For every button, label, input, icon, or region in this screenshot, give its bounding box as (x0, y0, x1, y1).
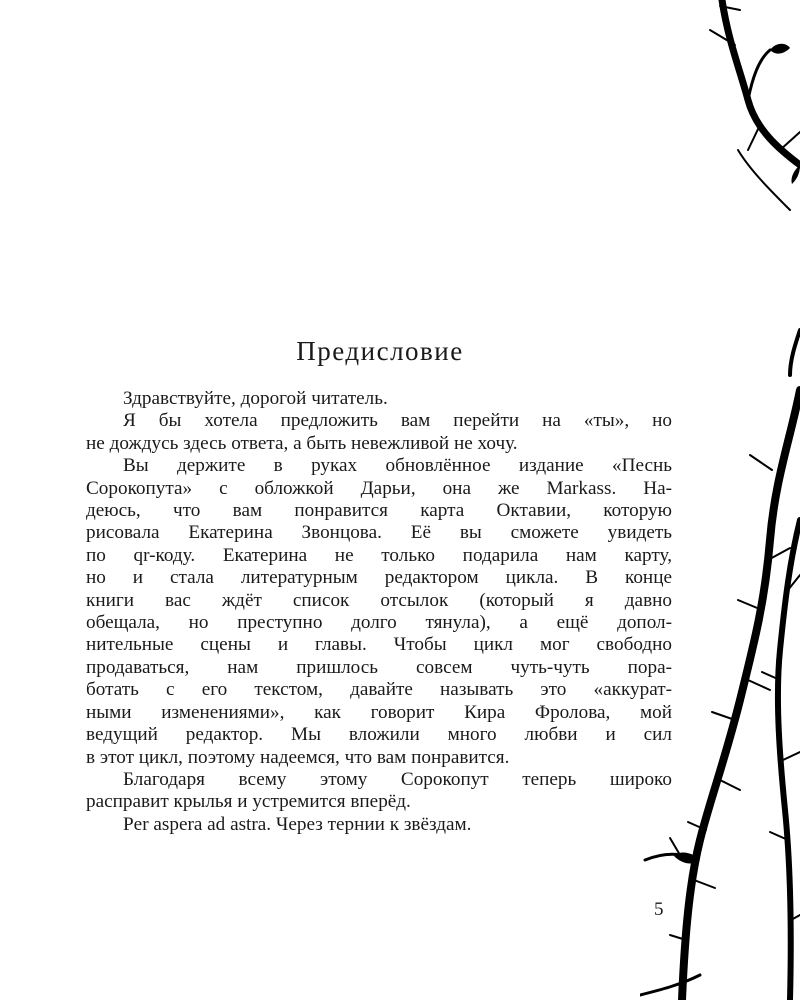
text-line: обещала, но преступно долго тянула), а ещё допол- (86, 612, 672, 634)
text-line: по qr-коду. Екатерина не только подарила нам карту, (86, 544, 672, 566)
text-line: Вы держите в руках обновлённое издание «Песнь (123, 455, 672, 477)
text-line: расправит крылья и устремится вперёд. (86, 791, 411, 813)
text-line: Сорокопута» с обложкой Дарьи, она же Markass. На- (86, 477, 672, 499)
text-line: деюсь, что вам понравится карта Октавии, которую (86, 500, 672, 522)
text-line: ведущий редактор. Мы вложили много любви и сил (86, 724, 672, 746)
preface-text (86, 388, 672, 836)
text-line: Благодаря всему этому Сорокопут теперь широко (123, 768, 672, 790)
chapter-heading: Предисловие (296, 336, 464, 366)
page-number: 5 (654, 899, 664, 920)
text-line: рисовала Екатерина Звонцова. Её вы сможете увидеть (86, 522, 672, 544)
text-line: Здравствуйте, дорогой читатель. (123, 388, 388, 409)
text-line: в этот цикл, поэтому надеемся, что вам понравится. (86, 746, 510, 768)
text-line: ными изменениями», как говорит Кира Фролова, мой (86, 701, 672, 723)
text-line: Я бы хотела предложить вам перейти на «ты», но (123, 410, 672, 432)
text-line: не дождусь здесь ответа, а быть невежливой не хочу. (86, 432, 518, 454)
text-line: но и стала литературным редактором цикла. В конце (86, 567, 672, 589)
thorny-vine-illustration (640, 0, 800, 1000)
text-line: книги вас ждёт список отсылок (который я давно (86, 589, 672, 611)
text-line: Per aspera ad astra. Через тернии к звёздам. (123, 813, 472, 835)
text-line: продаваться, нам пришлось совсем чуть-чуть пора- (86, 656, 672, 678)
text-line: нительные сцены и главы. Чтобы цикл мог свободно (86, 634, 672, 656)
text-line: ботать с его текстом, давайте называть это «аккурат- (86, 679, 672, 701)
